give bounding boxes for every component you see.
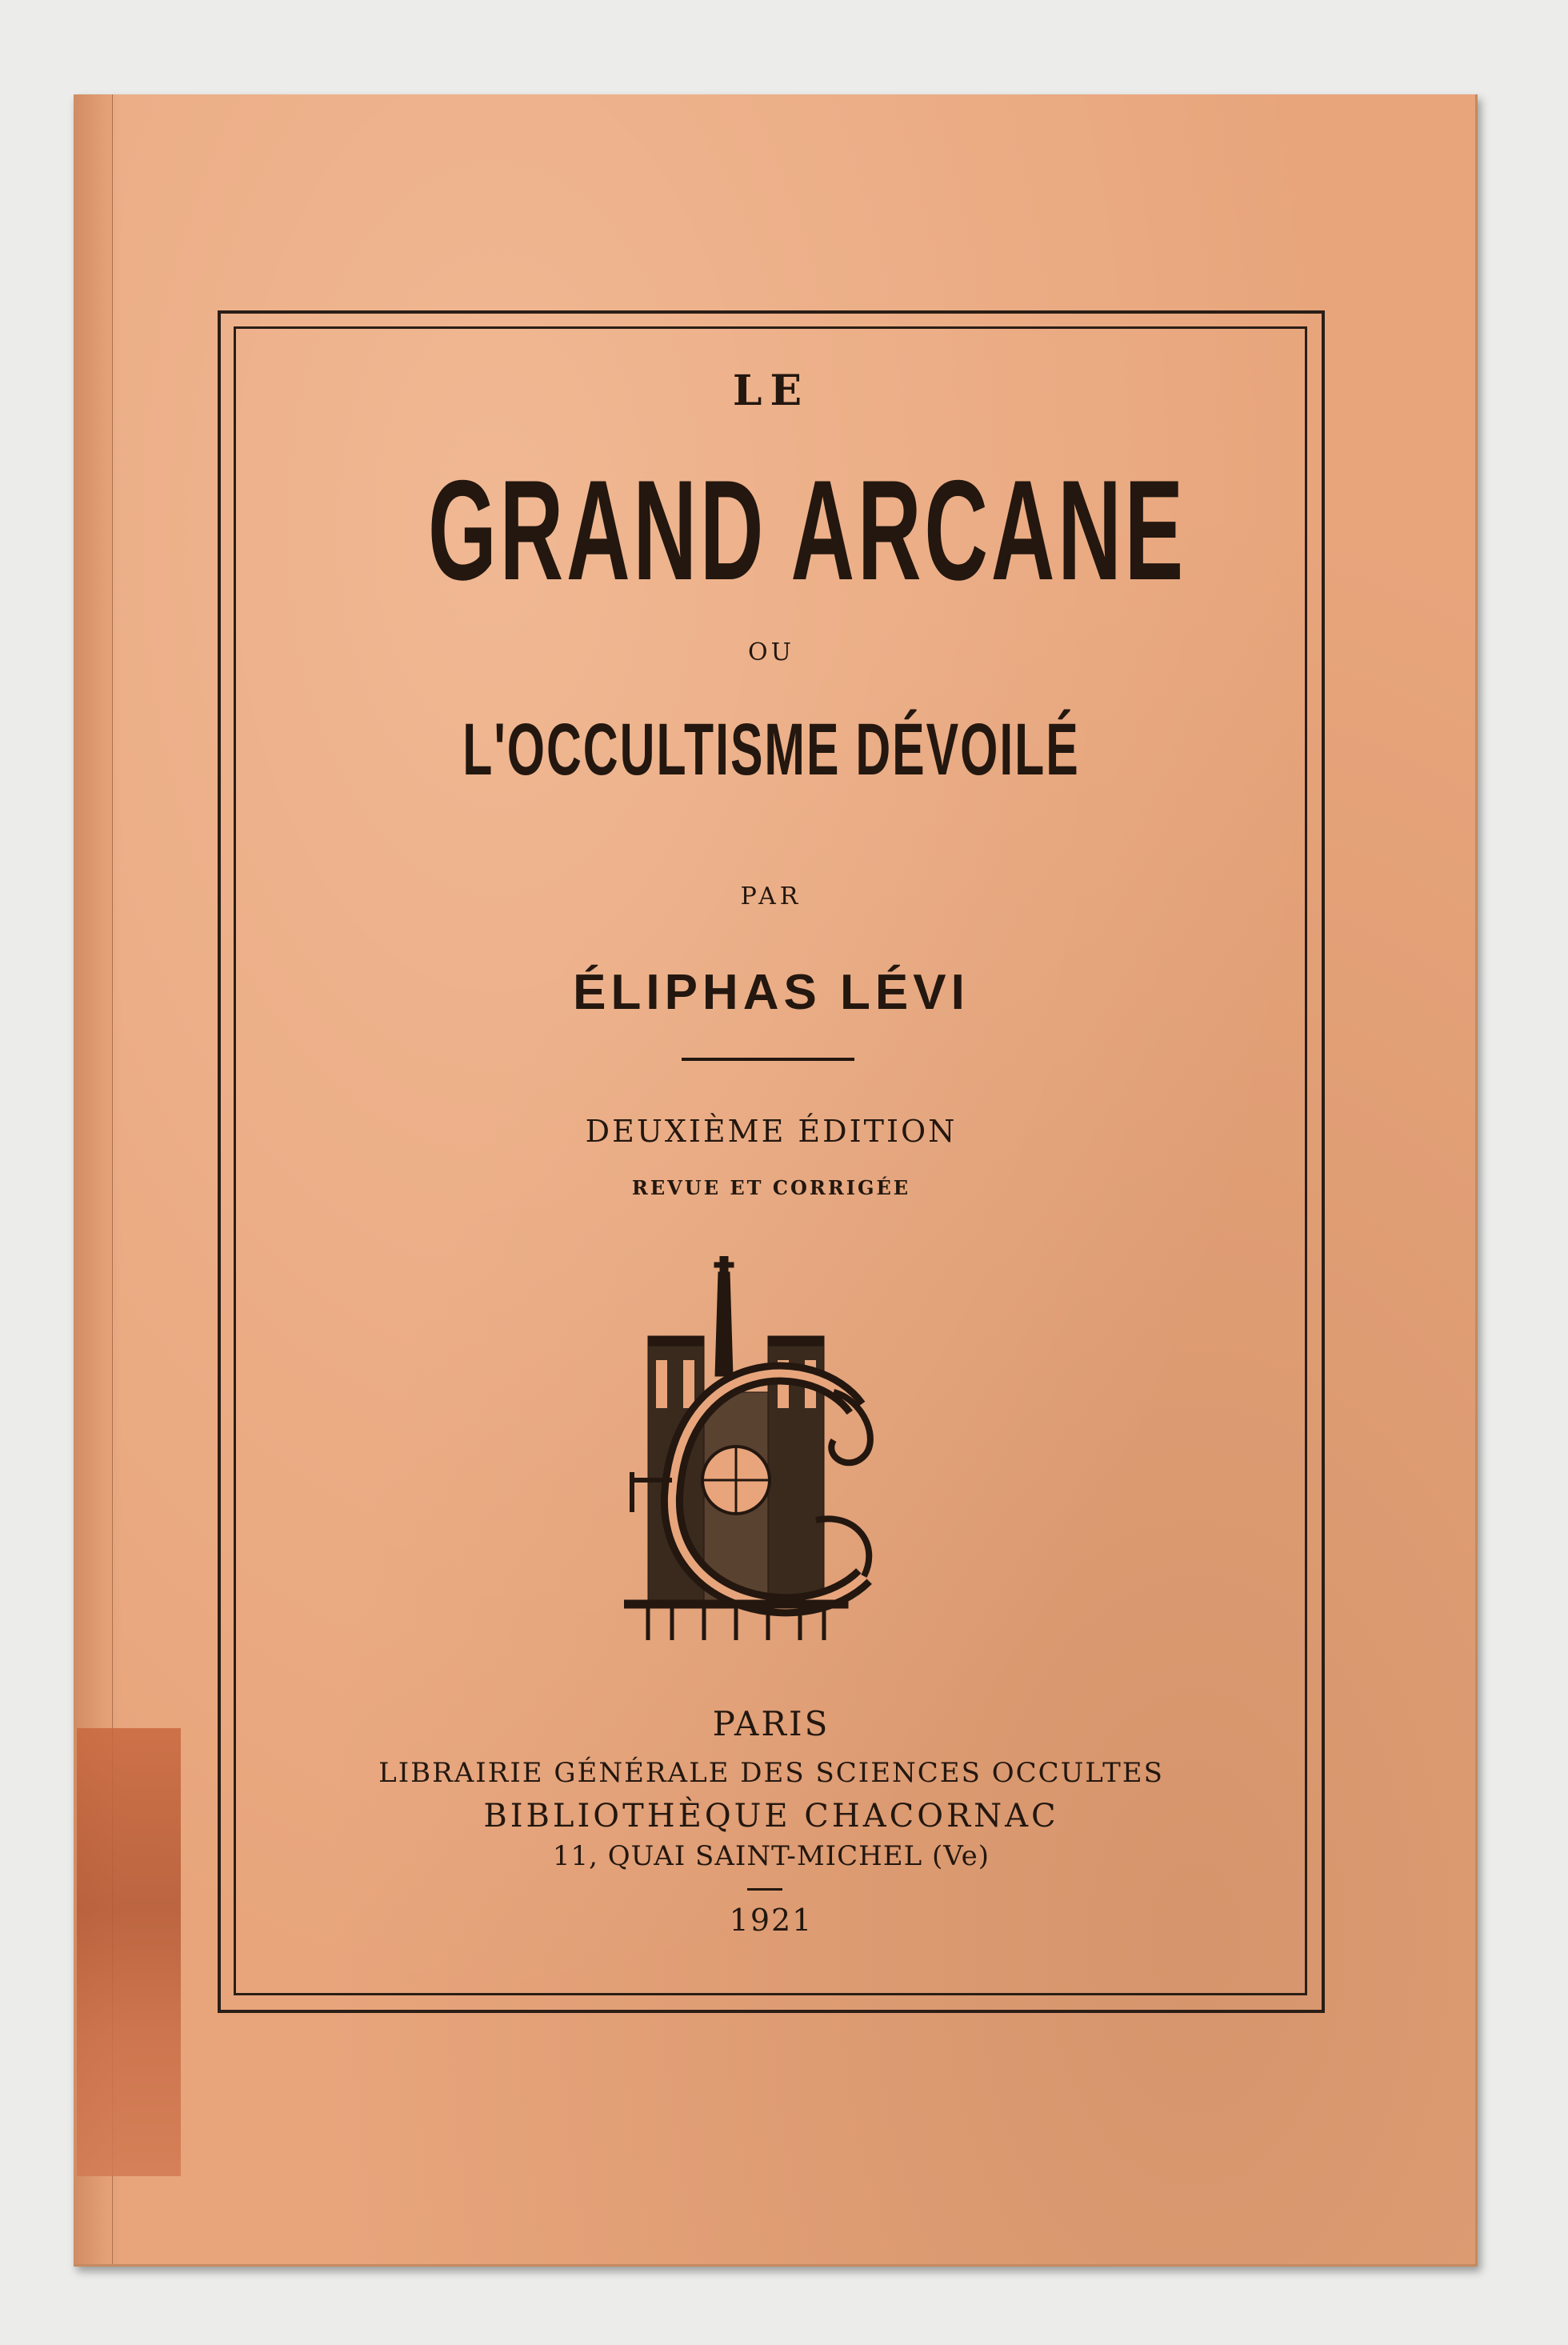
revision-note: REVUE ET CORRIGÉE <box>631 1176 911 1199</box>
publisher-mark-c-cathedral-icon <box>624 1256 912 1656</box>
edition-label: DEUXIÈME ÉDITION <box>585 1114 958 1149</box>
title-article: LE <box>732 366 810 415</box>
divider-rule <box>682 1058 854 1061</box>
book-title: GRAND ARCANE <box>427 450 1186 610</box>
publisher-line-2: BIBLIOTHÈQUE CHACORNAC <box>483 1798 1059 1835</box>
spine-wear <box>77 1728 181 2176</box>
year-dash <box>747 1888 782 1891</box>
author-name: ÉLIPHAS LÉVI <box>573 965 970 1020</box>
by-label: PAR <box>740 882 802 910</box>
publisher-address: 11, QUAI SAINT-MICHEL (Ve) <box>552 1840 990 1872</box>
publication-city: PARIS <box>712 1704 830 1743</box>
publisher-line-1: LIBRAIRIE GÉNÉRALE DES SCIENCES OCCULTES <box>378 1757 1164 1789</box>
title-conjunction: OU <box>748 638 794 666</box>
publication-year: 1921 <box>729 1903 814 1938</box>
book-subtitle: L'OCCULTISME DÉVOILÉ <box>462 709 1080 790</box>
